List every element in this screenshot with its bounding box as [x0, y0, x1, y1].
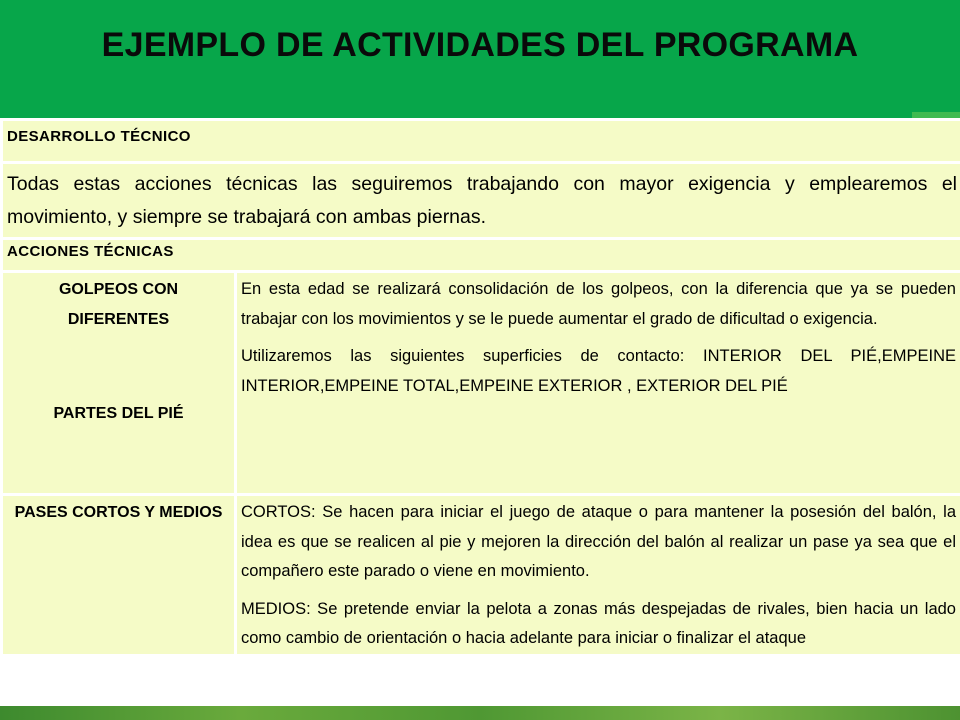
golpeos-desc-superficies: Utilizaremos las siguientes superficies de contacto: INTERIOR DEL PIÉ,EMPEINE INTERIOR,EMPEINE TOTAL,EMPEINE EXTERIOR , EXTERIOR DEL PIÉ — [241, 347, 956, 395]
golpeos-desc-consolidacion: En esta edad se realizará consolidación de los golpeos, con la diferencia que ya se pueden trabajar con los movimientos y se le puede aumentar el grado de dificultad o exigencia. — [241, 280, 956, 328]
intro-text: Todas estas acciones técnicas las seguiremos trabajando con mayor exigencia y emplearemos el movimiento, y siempre se trabajará con ambas piernas. — [2, 163, 960, 239]
section-row-desarrollo — [2, 120, 960, 163]
pases-label-cell — [2, 495, 236, 656]
section-heading-desarrollo: DESARROLLO TÉCNICO — [2, 120, 960, 163]
pases-label: PASES CORTOS Y MEDIOS — [14, 504, 223, 521]
golpeos-label-cell — [2, 272, 236, 495]
section-row-acciones — [2, 239, 960, 272]
slide-title: EJEMPLO DE ACTIVIDADES DEL PROGRAMA — [101, 26, 859, 64]
activities-table — [0, 118, 960, 657]
golpeos-description — [236, 272, 960, 495]
pases-description — [236, 495, 960, 656]
footer-texture — [0, 706, 960, 720]
pases-desc-medios: MEDIOS: Se pretende enviar la pelota a zonas más despejadas de rivales, bien hacia un lado como cambio de orientación o hacia adelante para iniciar o finalizar el ataque — [241, 599, 956, 647]
table-row — [2, 495, 960, 656]
pases-desc-cortos: CORTOS: Se hacen para iniciar el juego de ataque o para mantener la posesión del balón, la idea es que se realicen al pie y mejoren la dirección del balón al realizar un pase ya sea que el compañero este parado o viene en movimiento. — [241, 503, 956, 580]
golpeos-label: GOLPEOS CON DIFERENTES — [58, 281, 179, 328]
table-row — [2, 272, 960, 495]
title-banner — [0, 0, 960, 118]
section-heading-acciones: ACCIONES TÉCNICAS — [2, 239, 960, 272]
intro-row — [2, 163, 960, 239]
partes-pie-label: PARTES DEL PIÉ — [53, 405, 184, 422]
